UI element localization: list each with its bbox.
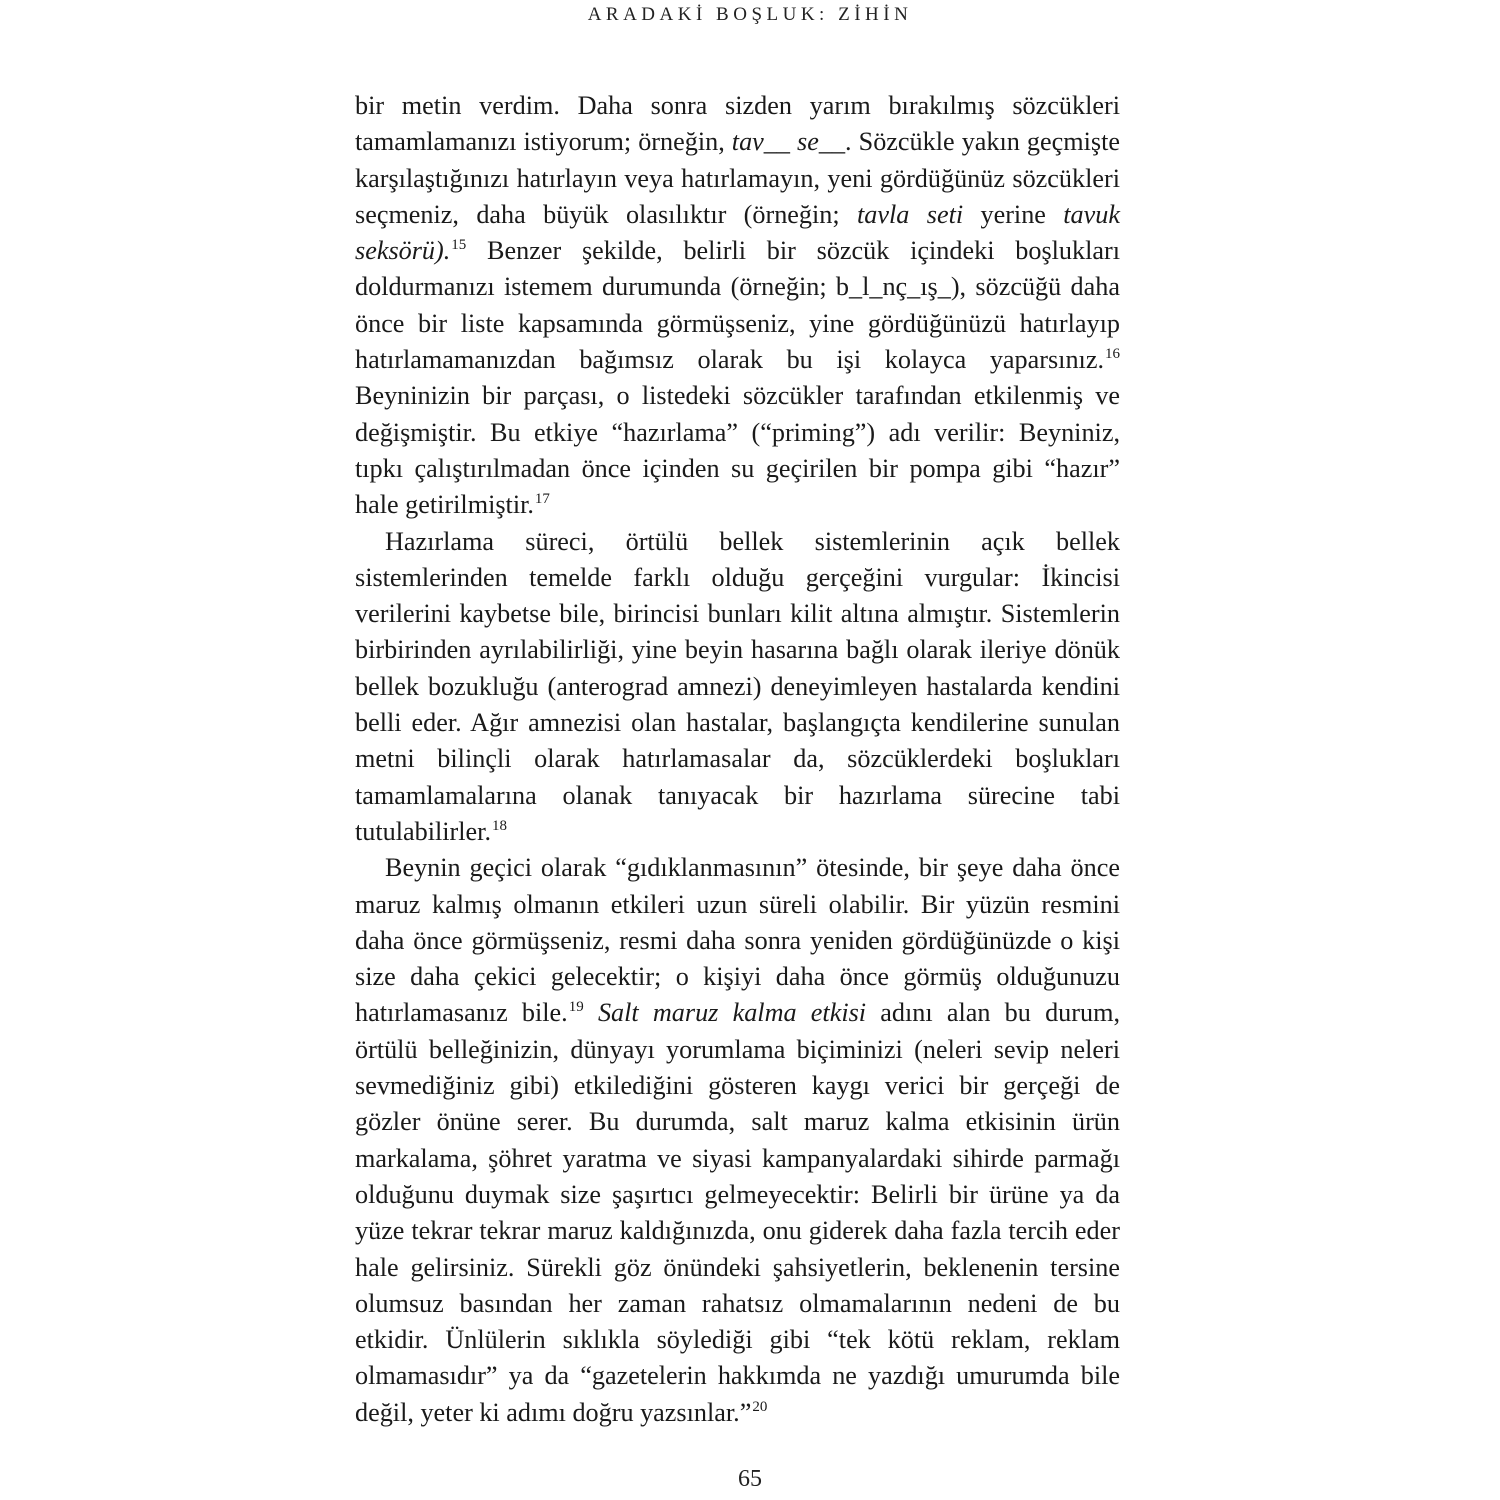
text-run: yerine — [963, 199, 1064, 229]
footnote-marker: 19 — [568, 999, 584, 1016]
text-run: . Sözcükle yakın geçmişte karşılaştığınızı hatırlayın veya hatırlamayın, yeni gördüğünüz sözcükleri seçmeniz, daha büyük olasılıktır (örneğin; — [355, 127, 1121, 229]
italic-text: tavuk seksörü). — [355, 199, 1120, 266]
paragraph — [355, 524, 1120, 851]
text-run: Beyninizin bir parçası, o listedeki sözcükler tarafından etkilenmiş ve değişmiştir. Bu etkiye “hazırlama” (“priming”) adı verilir: Beyniniz, tıpkı çalıştırılmadan önce içinden su geçirilen bir pompa gibi “hazır” hale getirilmiştir. — [355, 381, 1120, 520]
body-text — [355, 88, 1120, 1431]
italic-text: tavla seti — [857, 199, 964, 229]
footnote-marker: 16 — [1105, 346, 1120, 363]
footnote-marker: 18 — [492, 817, 508, 834]
text-run: Hazırlama süreci, örtülü bellek sistemlerinin açık bellek sistemlerinden temelde farklı olduğu gerçeğini vurgular: İkincisi verilerini kaybetse bile, birincisi bunları kilit altına almıştır. Sistemlerin birbirinden ayrılabilirliği, yine beyin hasarına bağlı olarak ileriye dönük bellek bozukluğu (anterograd amnezi) deneyimleyen hastalarda kendini belli eder. Ağır amnezisi olan hastalar, başlangıçta kendilerine sunulan metni bilinçli olarak hatırlamasalar da, sözcüklerdeki boşlukları tamamlamalarına olanak tanıyacak bir hazırlama sürecine tabi tutulabilirler. — [355, 526, 1120, 846]
page-number: 65 — [738, 1466, 762, 1492]
text-run: Beynin geçici olarak “gıdıklanmasının” ötesinde, bir şeye daha önce maruz kalmış olmanın etkileri uzun süreli olabilir. Bir yüzün resmini daha önce görmüşseniz, resmi daha sonra yeniden gördüğünüzde o kişi size daha çekici gelecektir; o kişiyi daha önce görmüş olduğunuzu hatırlamasanız bile. — [355, 853, 1120, 1028]
text-run: bir metin verdim. Daha sonra sizden yarım bırakılmış sözcükleri tamamlamanızı istiyorum; örneğin, — [355, 91, 1120, 157]
text-run: adını alan bu durum, örtülü belleğinizin, dünyayı yorumlama biçiminizi (neleri sevip neleri sevmediğiniz gibi) etkilediğini gösteren kaygı verici bir gerçeği de gözler önüne serer. Bu durumda, salt maruz kalma etkisinin ürün markalama, şöhret yaratma ve siyasi kampanyalardaki sihirde parmağı olduğunu duymak size şaşırtıcı gelmeyecektir: Belirli bir ürüne ya da yüze tekrar tekrar maruz kaldığınızda, onu giderek daha fazla tercih eder hale gelirsiniz. Sürekli göz önündeki şahsiyetlerin, beklenenin tersine olumsuz basından her zaman rahatsız olmamalarının nedeni de bu etkidir. Ünlülerin sıklıkla söylediği gibi “tek kötü reklam, reklam olmamasıdır” ya da “gazetelerin hakkımda ne yazdığı umurumda bile değil, yeter ki adımı doğru yazsınlar.” — [355, 998, 1120, 1427]
paragraph — [355, 88, 1120, 524]
footnote-marker: 15 — [451, 237, 467, 254]
italic-text: tav__ se__ — [731, 127, 846, 157]
footnote-marker: 17 — [534, 491, 550, 508]
text-run: Benzer şekilde, belirli bir sözcük içindeki boşlukları doldurmanızı istemem durumunda (örneğin; b_l_nç_ış_), sözcüğü daha önce bir liste kapsamında görmüşseniz, yine gördüğünüzü hatırlayıp hatırlamamanızdan bağımsız olarak bu işi kolayca yaparsınız. — [355, 236, 1120, 375]
running-head: ARADAKİ BOŞLUK: ZİHİN — [587, 4, 913, 25]
paragraph — [355, 850, 1120, 1431]
italic-text: Salt maruz kalma etkisi — [597, 998, 867, 1028]
footnote-marker: 20 — [752, 1398, 768, 1415]
text-run — [584, 998, 598, 1027]
